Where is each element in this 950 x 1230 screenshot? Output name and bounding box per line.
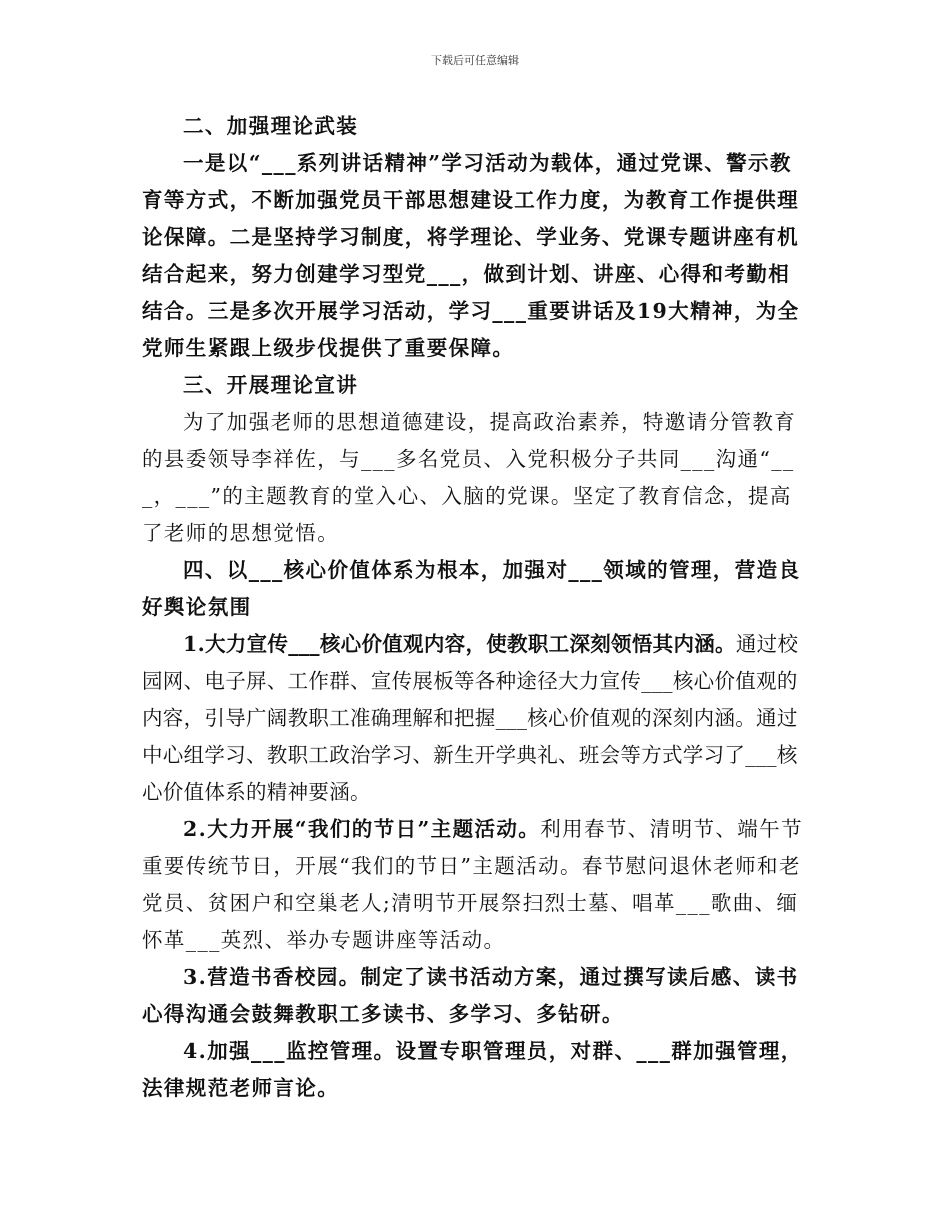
section-4-heading: 四、以___核心价值体系为根本，加强对___领域的管理，营造良好舆论氛围 bbox=[142, 558, 801, 619]
item-1-body: 通过校园网、电子屏、工作群、宣传展板等各种途径大力宣传___核心价值观的内容，引导广阔教职工准确理解和把握___核心价值观的深刻内涵。通过中心组学习、教职工政治学习、新生开学典礼、班会等方式学习了___核心价值体系的精神要涵。 bbox=[142, 632, 799, 804]
item-4: 4.加强___监控管理。设置专职管理员，对群、___群加强管理，法律规范老师言论。 bbox=[142, 1039, 803, 1100]
item-3: 3.营造书香校园。制定了读书活动方案，通过撰写读后感、读书心得沟通会鼓舞教职工多读书、多学习、多钻研。 bbox=[142, 965, 799, 1026]
document-body bbox=[142, 108, 812, 1107]
item-1 bbox=[142, 626, 812, 811]
item-1-title: 1.大力宣传___核心价值观内容，使教职工深刻领悟其内涵。 bbox=[183, 632, 736, 656]
item-2 bbox=[142, 811, 812, 959]
item-2-body: 利用春节、清明节、端午节重要传统节日，开展“我们的节日”主题活动。春节慰问退休老师和老党员、贫困户和空巢老人;清明节开展祭扫烈士墓、唱革___歌曲、缅怀革___英烈、举办专题讲座等活动。 bbox=[142, 817, 803, 952]
section-2-heading: 二、加强理论武装 bbox=[183, 114, 359, 138]
section-2-body: 一是以“___系列讲话精神”学习活动为载体，通过党课、警示教育等方式，不断加强党员干部思想建设工作力度，为教育工作提供理论保障。二是坚持学习制度，将学理论、学业务、党课专题讲座有机结合起来，努力创建学习型党___，做到计划、讲座、心得和考勤相结合。三是多次开展学习活动，学习___重要讲话及19大精神，为全党师生紧跟上级步伐提供了重要保障。 bbox=[142, 151, 800, 360]
item-2-title: 2.大力开展“我们的节日”主题活动。 bbox=[183, 817, 541, 841]
page-header: 下载后可任意编辑 bbox=[431, 54, 519, 67]
section-3-body: 为了加强老师的思想道德建设，提高政治素养，特邀请分管教育的县委领导李祥佐，与___多名党员、入党积极分子共同___沟通“___，___”的主题教育的堂入心、入脑的党课。坚定了教育信念，提高了老师的思想觉悟。 bbox=[142, 410, 797, 545]
section-3-heading: 三、开展理论宣讲 bbox=[183, 373, 359, 397]
